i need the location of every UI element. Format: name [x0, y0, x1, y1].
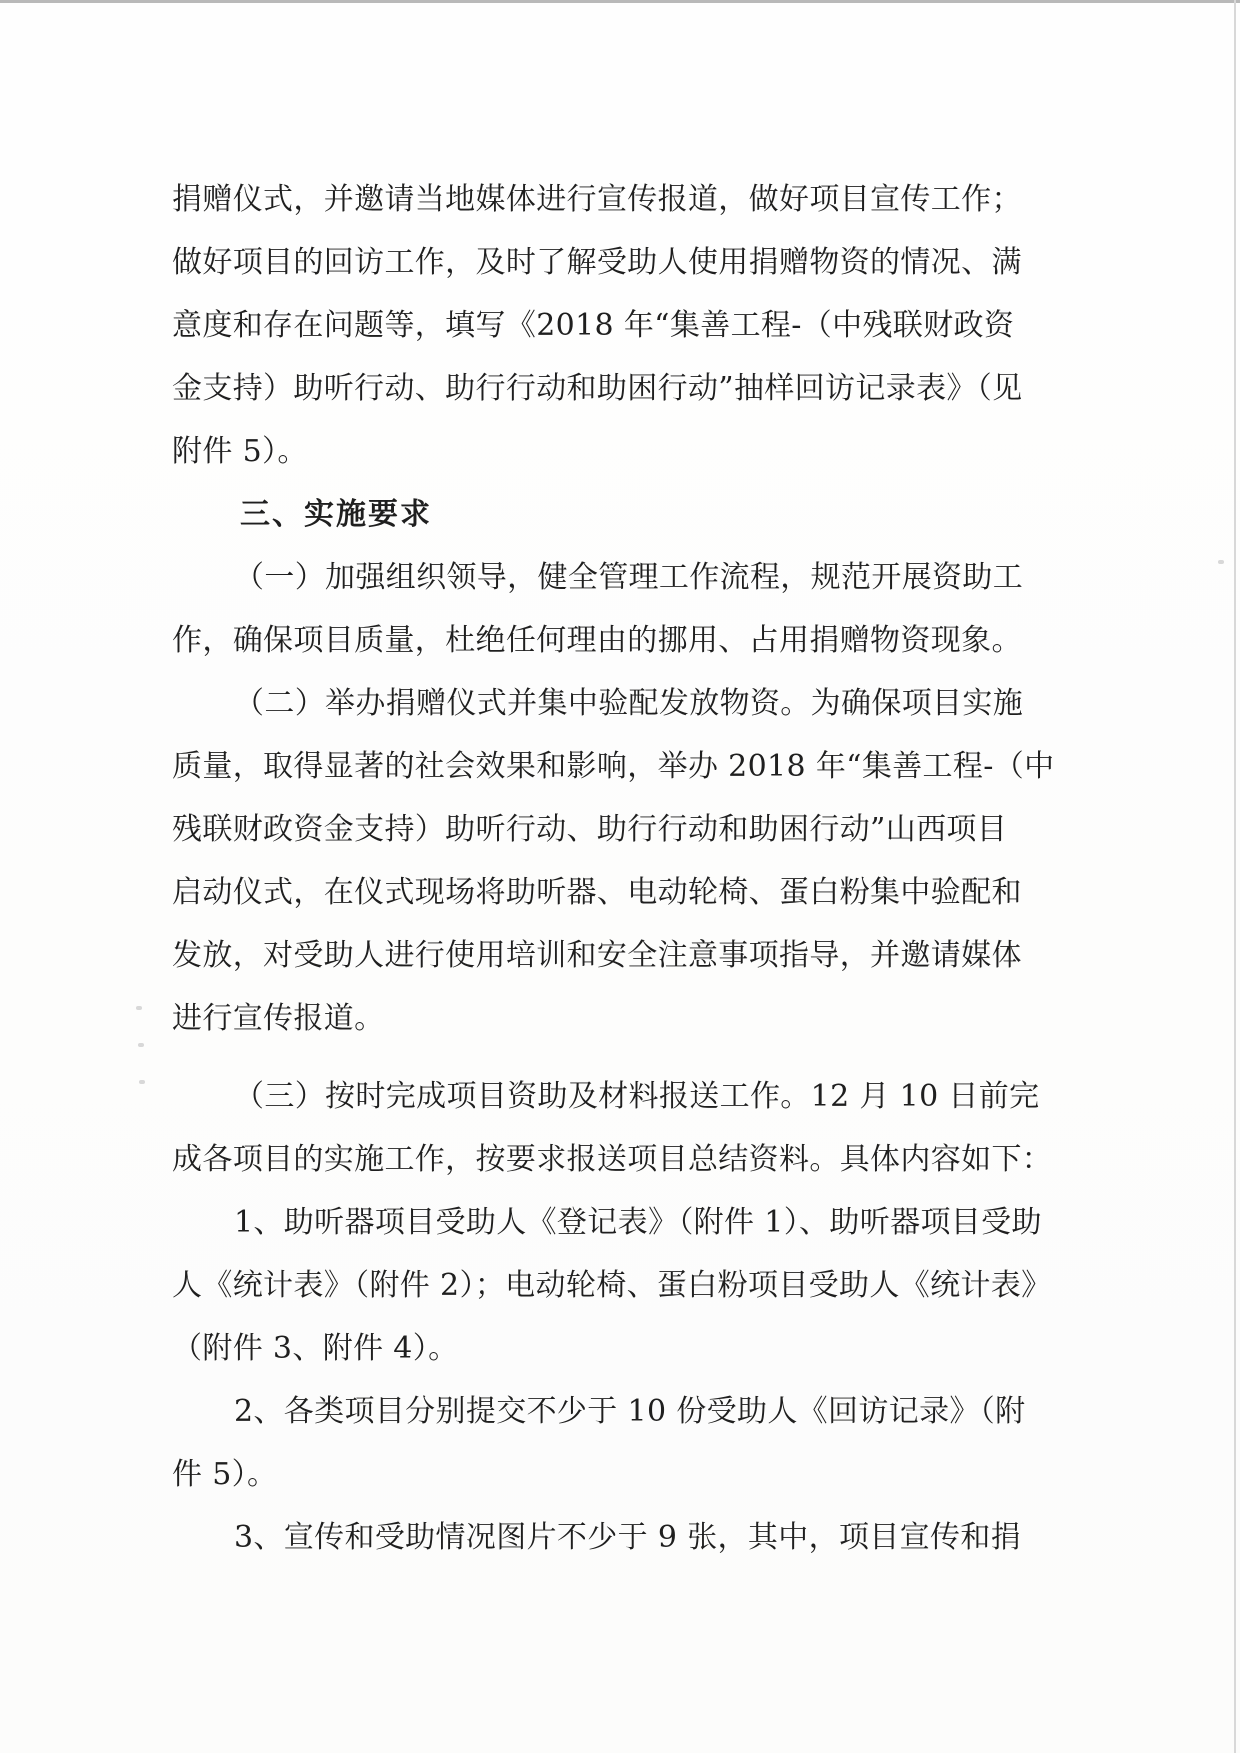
- paragraph-line: 金支持）助听行动、助行行动和助困行动”抽样回访记录表》（见: [172, 371, 1023, 406]
- list-item-line: 1、助听器项目受助人《登记表》（附件 1）、助听器项目受助: [234, 1205, 1042, 1240]
- scan-speck: [139, 1080, 145, 1084]
- scan-right-edge: [1234, 0, 1236, 1753]
- paragraph-line: 进行宣传报道。: [172, 1001, 385, 1036]
- paragraph-line: 意度和存在问题等，填写《2018 年“集善工程-（中残联财政资: [172, 308, 1015, 343]
- paragraph-line: （二）举办捐赠仪式并集中验配发放物资。为确保项目实施: [234, 686, 1024, 721]
- paragraph-line: 附件 5）。: [172, 434, 308, 469]
- scan-speck: [136, 1006, 142, 1010]
- paragraph-line: 启动仪式，在仪式现场将助听器、电动轮椅、蛋白粉集中验配和: [172, 875, 1022, 910]
- list-item-line: 3、宣传和受助情况图片不少于 9 张，其中，项目宣传和捐: [234, 1520, 1022, 1555]
- paragraph-line: 捐赠仪式，并邀请当地媒体进行宣传报道，做好项目宣传工作；: [172, 182, 1022, 217]
- paragraph-line: 质量，取得显著的社会效果和影响，举办 2018 年“集善工程-（中: [172, 749, 1055, 784]
- paragraph-line: 做好项目的回访工作，及时了解受助人使用捐赠物资的情况、满: [172, 245, 1022, 280]
- scan-speck: [138, 1043, 144, 1047]
- paragraph-line: 残联财政资金支持）助听行动、助行行动和助困行动”山西项目: [172, 812, 1008, 847]
- list-item-line: 人《统计表》（附件 2）；电动轮椅、蛋白粉项目受助人《统计表》: [172, 1268, 1052, 1303]
- scan-speck: [1218, 560, 1224, 564]
- paragraph-line: 发放，对受助人进行使用培训和安全注意事项指导，并邀请媒体: [172, 938, 1022, 973]
- paragraph-line: 成各项目的实施工作，按要求报送项目总结资料。具体内容如下：: [172, 1142, 1053, 1177]
- section-heading: 三、实施要求: [240, 497, 432, 532]
- paragraph-line: 作，确保项目质量，杜绝任何理由的挪用、占用捐赠物资现象。: [172, 623, 1022, 658]
- scan-top-edge: [0, 0, 1240, 3]
- paragraph-line: （三）按时完成项目资助及材料报送工作。12 月 10 日前完: [234, 1079, 1040, 1114]
- list-item-line: 2、各类项目分别提交不少于 10 份受助人《回访记录》（附: [234, 1394, 1026, 1429]
- list-item-line: 件 5）。: [172, 1457, 278, 1492]
- paragraph-line: （一）加强组织领导，健全管理工作流程，规范开展资助工: [234, 560, 1024, 595]
- list-item-line: （附件 3、附件 4）。: [172, 1331, 459, 1366]
